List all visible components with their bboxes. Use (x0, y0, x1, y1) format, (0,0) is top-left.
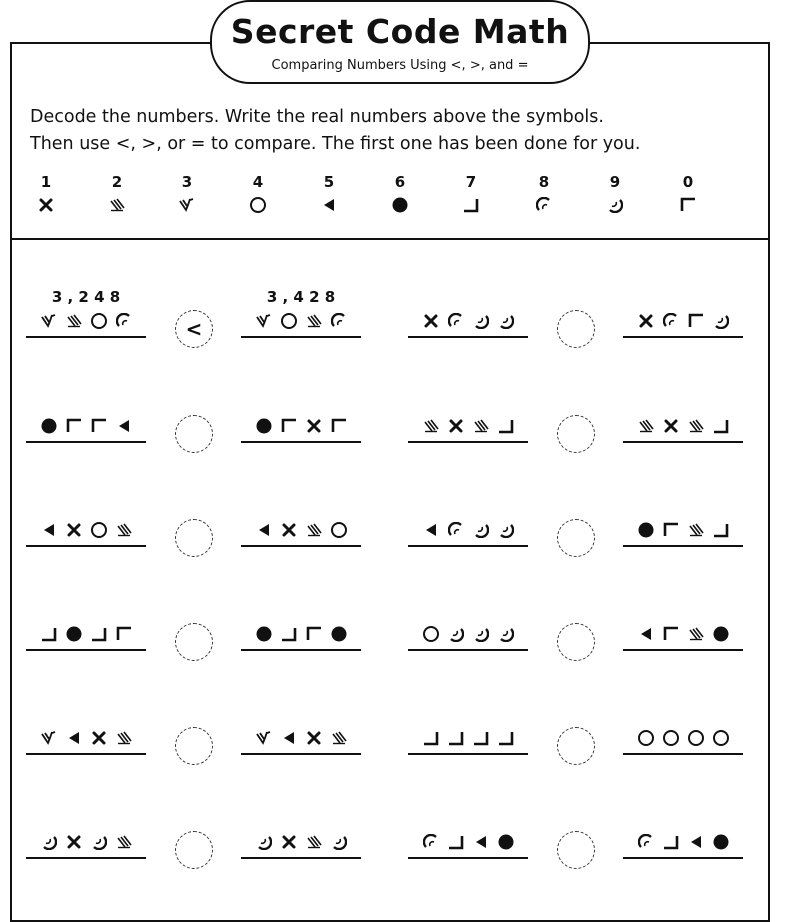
bottom-right-corner-icon (451, 192, 491, 218)
left-triangle-icon (309, 192, 349, 218)
left-triangle-icon (280, 729, 298, 747)
coded-symbols (408, 623, 528, 645)
upper-arc-icon (637, 833, 655, 851)
decoded-number[interactable] (408, 703, 528, 725)
slash-lines-icon (330, 729, 348, 747)
problem-2-right-number (623, 286, 743, 346)
key-digit: 2 (111, 173, 123, 191)
filled-circle-icon (330, 625, 348, 643)
top-left-corner-icon (90, 417, 108, 435)
bottom-right-corner-icon (662, 833, 680, 851)
answer-line (26, 545, 146, 547)
lower-arc-icon (712, 312, 730, 330)
lower-arc-icon (497, 312, 515, 330)
filled-circle-icon (637, 521, 655, 539)
filled-circle-icon (40, 417, 58, 435)
key-digit: 0 (682, 173, 694, 191)
coded-symbols (26, 831, 146, 853)
problem-2-left-number (408, 286, 528, 346)
coded-symbols (241, 727, 361, 749)
slash-lines-icon (305, 521, 323, 539)
x-icon (637, 312, 655, 330)
problem-9-compare-circle[interactable] (175, 727, 213, 765)
problem-5-left-number (26, 495, 146, 555)
decoded-number[interactable] (623, 286, 743, 308)
coded-symbols (26, 623, 146, 645)
problem-6-compare-circle[interactable] (557, 519, 595, 557)
open-circle-icon (330, 521, 348, 539)
top-left-corner-icon (305, 625, 323, 643)
top-left-corner-icon (662, 625, 680, 643)
answer-line (408, 649, 528, 651)
checkmark-lines-icon (167, 192, 207, 218)
problem-7-compare-circle[interactable] (175, 623, 213, 661)
upper-arc-icon (447, 312, 465, 330)
answer-line (623, 753, 743, 755)
x-icon (422, 312, 440, 330)
slash-lines-icon (97, 192, 137, 218)
problem-9-right-number (241, 703, 361, 763)
decoded-number[interactable]: 3 , 2 4 8 (51, 288, 121, 306)
checkmark-lines-icon (255, 312, 273, 330)
key-digit: 1 (40, 173, 52, 191)
decoded-number[interactable] (408, 286, 528, 308)
checkmark-lines-icon (40, 312, 58, 330)
key-digit: 9 (609, 173, 621, 191)
lower-arc-icon (497, 521, 515, 539)
coded-symbols (623, 623, 743, 645)
title-banner (210, 0, 590, 84)
coded-symbols (241, 310, 361, 332)
page-subtitle: Comparing Numbers Using <, >, and = (271, 58, 529, 73)
coded-symbols (241, 831, 361, 853)
instructions-line-2: Then use <, >, or = to compare. The first one has been done for you. (30, 134, 641, 154)
bottom-right-corner-icon (447, 833, 465, 851)
bottom-right-corner-icon (472, 729, 490, 747)
bottom-right-corner-icon (447, 729, 465, 747)
answer-line (241, 441, 361, 443)
top-left-corner-icon (280, 417, 298, 435)
x-icon (280, 521, 298, 539)
bottom-right-corner-icon (422, 729, 440, 747)
x-icon (26, 192, 66, 218)
problem-12-compare-circle[interactable] (557, 831, 595, 869)
left-triangle-icon (472, 833, 490, 851)
slash-lines-icon (687, 521, 705, 539)
key-digit: 8 (538, 173, 550, 191)
decoded-number[interactable] (241, 391, 361, 413)
upper-arc-icon (115, 312, 133, 330)
coded-symbols (241, 623, 361, 645)
decoded-number[interactable] (26, 391, 146, 413)
problem-5-right-number (241, 495, 361, 555)
bottom-right-corner-icon (712, 417, 730, 435)
decoded-number[interactable] (623, 495, 743, 517)
x-icon (65, 833, 83, 851)
filled-circle-icon (255, 625, 273, 643)
open-circle-icon (90, 312, 108, 330)
coded-symbols (408, 415, 528, 437)
left-triangle-icon (65, 729, 83, 747)
top-left-corner-icon (687, 312, 705, 330)
answer-line (623, 441, 743, 443)
problem-1-compare-circle[interactable]: < (175, 310, 213, 348)
problem-9-left-number (26, 703, 146, 763)
decoded-number[interactable] (26, 703, 146, 725)
problem-1-right-number (241, 286, 361, 346)
problem-11-right-number (241, 807, 361, 867)
instructions-line-1: Decode the numbers. Write the real numbers above the symbols. (30, 107, 604, 127)
problem-3-compare-circle[interactable] (175, 415, 213, 453)
slash-lines-icon (637, 417, 655, 435)
answer-line (26, 753, 146, 755)
checkmark-lines-icon (255, 729, 273, 747)
slash-lines-icon (687, 625, 705, 643)
filled-circle-icon (380, 192, 420, 218)
coded-symbols (623, 831, 743, 853)
coded-symbols (26, 519, 146, 541)
slash-lines-icon (305, 312, 323, 330)
page-title: Secret Code Math (230, 12, 570, 51)
lower-arc-icon (90, 833, 108, 851)
bottom-right-corner-icon (40, 625, 58, 643)
coded-symbols (241, 519, 361, 541)
decoded-number[interactable] (623, 807, 743, 829)
problem-2-compare-circle[interactable] (557, 310, 595, 348)
problem-3-left-number (26, 391, 146, 451)
checkmark-lines-icon (40, 729, 58, 747)
code-key (28, 172, 748, 222)
key-item-9 (595, 172, 635, 218)
key-digit: 6 (394, 173, 406, 191)
decoded-number[interactable] (623, 599, 743, 621)
coded-symbols (26, 727, 146, 749)
coded-symbols (241, 415, 361, 437)
decoded-number[interactable] (623, 391, 743, 413)
open-circle-icon (662, 729, 680, 747)
lower-arc-icon (497, 625, 515, 643)
filled-circle-icon (255, 417, 273, 435)
upper-arc-icon (422, 833, 440, 851)
coded-symbols (623, 310, 743, 332)
coded-symbols (408, 727, 528, 749)
answer-line (241, 857, 361, 859)
left-triangle-icon (255, 521, 273, 539)
decoded-number[interactable] (241, 807, 361, 829)
lower-arc-icon (40, 833, 58, 851)
problem-12-left-number (408, 807, 528, 867)
decoded-number[interactable] (241, 703, 361, 725)
key-item-4 (238, 172, 278, 218)
key-item-0 (668, 172, 708, 218)
problem-10-compare-circle[interactable] (557, 727, 595, 765)
problem-11-left-number (26, 807, 146, 867)
answer-line (408, 753, 528, 755)
problem-4-left-number (408, 391, 528, 451)
problem-7-left-number (26, 599, 146, 659)
x-icon (65, 521, 83, 539)
key-digit: 3 (181, 173, 193, 191)
answer-line (241, 649, 361, 651)
decoded-number[interactable] (26, 495, 146, 517)
filled-circle-icon (497, 833, 515, 851)
filled-circle-icon (712, 625, 730, 643)
top-left-corner-icon (668, 192, 708, 218)
open-circle-icon (422, 625, 440, 643)
left-triangle-icon (422, 521, 440, 539)
problem-12-right-number (623, 807, 743, 867)
left-triangle-icon (40, 521, 58, 539)
left-triangle-icon (115, 417, 133, 435)
bottom-right-corner-icon (90, 625, 108, 643)
coded-symbols (408, 831, 528, 853)
problem-10-right-number (623, 703, 743, 763)
filled-circle-icon (712, 833, 730, 851)
open-circle-icon (687, 729, 705, 747)
bottom-right-corner-icon (712, 521, 730, 539)
answer-line (408, 336, 528, 338)
decoded-number[interactable] (26, 599, 146, 621)
open-circle-icon (712, 729, 730, 747)
coded-symbols (26, 310, 146, 332)
open-circle-icon (90, 521, 108, 539)
x-icon (662, 417, 680, 435)
key-item-6 (380, 172, 420, 218)
decoded-number[interactable] (241, 495, 361, 517)
decoded-number[interactable] (408, 495, 528, 517)
slash-lines-icon (65, 312, 83, 330)
top-left-corner-icon (662, 521, 680, 539)
key-item-3 (167, 172, 207, 218)
top-left-corner-icon (115, 625, 133, 643)
upper-arc-icon (330, 312, 348, 330)
coded-symbols (26, 415, 146, 437)
problem-7-right-number (241, 599, 361, 659)
lower-arc-icon (472, 625, 490, 643)
problem-5-compare-circle[interactable] (175, 519, 213, 557)
answer-line (623, 545, 743, 547)
lower-arc-icon (330, 833, 348, 851)
instructions (30, 104, 640, 158)
answer-line (241, 545, 361, 547)
left-triangle-icon (637, 625, 655, 643)
answer-line (408, 857, 528, 859)
slash-lines-icon (305, 833, 323, 851)
key-item-8 (524, 172, 564, 218)
slash-lines-icon (115, 729, 133, 747)
problem-6-right-number (623, 495, 743, 555)
slash-lines-icon (472, 417, 490, 435)
slash-lines-icon (115, 833, 133, 851)
x-icon (305, 729, 323, 747)
top-left-corner-icon (330, 417, 348, 435)
decoded-number[interactable]: 3 , 4 2 8 (266, 288, 336, 306)
answer-line (623, 649, 743, 651)
answer-line (26, 649, 146, 651)
problem-3-right-number (241, 391, 361, 451)
filled-circle-icon (65, 625, 83, 643)
problem-4-compare-circle[interactable] (557, 415, 595, 453)
answer-line (241, 336, 361, 338)
open-circle-icon (637, 729, 655, 747)
slash-lines-icon (115, 521, 133, 539)
answer-line (623, 336, 743, 338)
problem-8-left-number (408, 599, 528, 659)
problem-6-left-number (408, 495, 528, 555)
coded-symbols (623, 727, 743, 749)
problem-10-left-number (408, 703, 528, 763)
left-triangle-icon (687, 833, 705, 851)
bottom-right-corner-icon (280, 625, 298, 643)
key-digit: 5 (323, 173, 335, 191)
slash-lines-icon (687, 417, 705, 435)
divider-line (10, 238, 770, 240)
coded-symbols (408, 310, 528, 332)
upper-arc-icon (662, 312, 680, 330)
coded-symbols (623, 519, 743, 541)
x-icon (447, 417, 465, 435)
top-left-corner-icon (65, 417, 83, 435)
key-item-2 (97, 172, 137, 218)
decoded-number[interactable] (408, 391, 528, 413)
key-item-7 (451, 172, 491, 218)
answer-line (26, 857, 146, 859)
key-digit: 4 (252, 173, 264, 191)
problem-11-compare-circle[interactable] (175, 831, 213, 869)
answer-line (408, 545, 528, 547)
decoded-number[interactable] (241, 599, 361, 621)
key-item-1 (26, 172, 66, 218)
decoded-number[interactable] (623, 703, 743, 725)
key-digit: 7 (465, 173, 477, 191)
decoded-number[interactable] (408, 599, 528, 621)
lower-arc-icon (595, 192, 635, 218)
open-circle-icon (238, 192, 278, 218)
slash-lines-icon (422, 417, 440, 435)
decoded-number[interactable] (26, 807, 146, 829)
answer-line (623, 857, 743, 859)
answer-line (26, 336, 146, 338)
answer-line (26, 441, 146, 443)
lower-arc-icon (447, 625, 465, 643)
coded-symbols (408, 519, 528, 541)
problem-4-right-number (623, 391, 743, 451)
problem-8-compare-circle[interactable] (557, 623, 595, 661)
x-icon (305, 417, 323, 435)
key-item-5 (309, 172, 349, 218)
problem-8-right-number (623, 599, 743, 659)
bottom-right-corner-icon (497, 729, 515, 747)
answer-line (241, 753, 361, 755)
coded-symbols (623, 415, 743, 437)
x-icon (90, 729, 108, 747)
lower-arc-icon (472, 312, 490, 330)
decoded-number[interactable] (408, 807, 528, 829)
open-circle-icon (280, 312, 298, 330)
upper-arc-icon (447, 521, 465, 539)
problem-1-left-number (26, 286, 146, 346)
x-icon (280, 833, 298, 851)
bottom-right-corner-icon (497, 417, 515, 435)
lower-arc-icon (472, 521, 490, 539)
upper-arc-icon (524, 192, 564, 218)
lower-arc-icon (255, 833, 273, 851)
answer-line (408, 441, 528, 443)
